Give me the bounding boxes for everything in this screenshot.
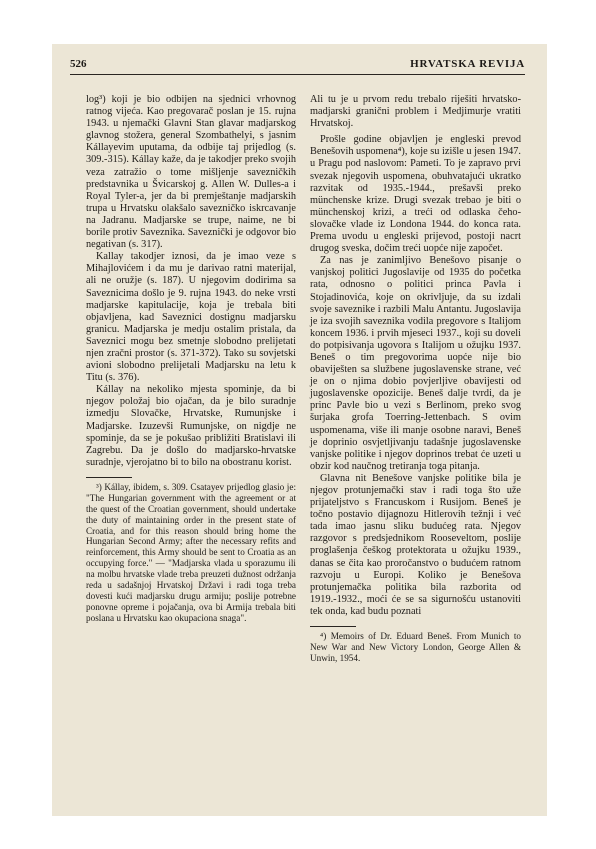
- left-paragraph-2: Kallay takodjer iznosi, da je imao veze s Mihajlovićem i da mu je darivao ratni materijal, ali ne oružje (s. 187). U njegovim dodirima sa Saveznicima došlo je 9. rujna 1943. do neke vrsti madjarske kapitulacije, koja je trebala biti objavljena, kad Saveznici dostignu madjarsku granicu. Madjarska je medju ostalim pristala, da Saveznici mogu bez smetnje slobodno prelijetati njen zračni prostor (s. 371-372). Tako su sovjetski avioni slobodno prelijetali Madjarsku na letu k Titu (s. 376).: [86, 251, 296, 384]
- footnote-3-text: ³) Kállay, ibidem, s. 309. Csatayev prijedlog glasio je: "The Hungarian government with the agreement or at the quest of the Croatian government, should undertake the duty of maintaining order in the present state of Croatia, and for this reason should bring home the Hungarian Second Army; after the necessary refits and reinforcement, this Army should be sent to Croatia as an occupying force." — "Madjarska vlada u sporazumu ili na molbu hrvatske vlade treba preuzeti dužnost održanja reda u sadašnjoj Hrvatskoj Državi i radi toga treba dovesti kući madjarsku drugu armiju; poslije potrebne ponovne opreme i pojačanja, ova bi Armija trebala biti poslana u Hrvatsku kao okupaciona snaga".: [86, 481, 296, 623]
- page-header: [70, 58, 525, 75]
- right-paragraph-4: Glavna nit Benešove vanjske politike bila je njegov protunjemački stav i radi toga što uže prijateljstvo s Francuskom i Rusijom. Beneš je točno postavio dijagnozu Hitlerovih težnji i već tada imao jasnu sliku budućeg rata. Njegov razgovor s predsjednikom Rooseveltom, poslije proglašenja češkog protektorata u ožujku 1939., danas se čita kao proročanstvo o budućem ratnom razvoju u Europi. Koliko je Benešova protunjemačka politika bila razborita od 1919.-1932., moći će se sa sigurnošću ustanoviti tek onda, kad budu poznati: [310, 472, 521, 617]
- right-paragraph-1: Ali tu je u prvom redu trebalo riješiti hrvatsko-madjarski granični problem i Medjimurje vratiti Hrvatskoj.: [310, 94, 521, 130]
- left-paragraph-3: Kállay na nekoliko mjesta spominje, da bi njegov položaj bio ojačan, da je bilo suradnje izmedju Slovačke, Hrvatske, Rumunjske i Madjarske. Izuzevši Rumunjske, on nigdje ne spominje, da se je pokušao približiti Bratislavi ili Zagrebu. Da je došlo do madjarsko-hrvatske suradnje, vjerojatno bi to bilo na obostranu korist.: [86, 384, 296, 468]
- right-paragraph-3: Za nas je zanimljivo Benešovo pisanje o vanjskoj politici Jugoslavije od 1935 do početka rata, odnosno o politici princa Pavla i Stojadinovića, koje on okrivljuje, da su izdali svoje saveznike i razbili Malu Antantu. Jugoslavija je iza svojih saveznika vodila pregovore s Italijom koncem 1936. i prvih mjeseci 1937., koji su doveli do potpisivanja ugovora s Italijom u ožujku 1937. Beneš o tim pregovorima uopće nije bio obaviješten sa službene jugoslavenske strane, već je on o njima dobio povjerljive obavijesti od jugoslavenske opozicije. Beneš dalje tvrdi, da je princ Pavle bio u vezi s Berlinom, preko svog šurjaka grofa Toerring-Jettenbach. S ovim uspomenama, više ili manje osobne naravi, Beneš je doprinio osvjetljivanju tadašnje jugoslavenske vanjske politike i njegov doprinos trebat će uzeti u obzir kod naučnog tretiranja toga pitanja.: [310, 255, 521, 472]
- footnote-4-text: ⁴) Memoirs of Dr. Eduard Beneš. From Munich to New War and New Victory London, George Allen & Unwin, 1954.: [310, 631, 521, 663]
- left-column: [86, 94, 296, 624]
- footnote-divider: [86, 477, 132, 478]
- right-column: [310, 94, 521, 664]
- left-paragraph-1: log³) koji je bio odbijen na sjednici vrhovnog ratnog vijeća. Kao pregovarač poslan je 15. rujna 1943. u njemački Glavni Stan glavar madjarskog glavnog stožera, general Szombathelyi, s jasnim Kállayevim uputama, da odbije taj prijedlog (s. 309.-315). Kállay kaže, da je takodjer preko svojih veza zatražio o tome mišljenje savezničkih predstavnika u Švicarskoj g. Allen W. Dulles-a i Royal Tyler-a, jer da bi premještanje madjarskih trupa u Hrvatsku olakšalo savezničko iskrcavanje na Jadranu. Madjarske se trupe, naime, ne bi borile protiv Saveznika. Saveznički je odgovor bio negativan (s. 317).: [86, 94, 296, 251]
- footnote-4: [310, 631, 521, 664]
- page-number: 526: [70, 58, 87, 70]
- book-page: [52, 44, 547, 816]
- footnote-divider: [310, 626, 356, 627]
- journal-title: HRVATSKA REVIJA: [410, 58, 525, 70]
- right-paragraph-2: Prošle godine objavljen je engleski prevod Benešovih uspomena⁴), koje su izišle u jesen 1947. u Pragu pod naslovom: Pameti. To je zapravo prvi svezak njegovih uspomena, obuhvatajući ukratko razvitak od 1935.-1944., prešavši preko münchenske krize. Drugi svezak trebao je biti o münchenskoj krizi, a treći od odlaska čeho-slovačke vlade iz Londona 1944. do konca rata. Prema uvodu u engleski prijevod, postoji nacrt drugog sveska, dočim treći uopće nije započet.: [310, 134, 521, 255]
- footnote-3: [86, 482, 296, 624]
